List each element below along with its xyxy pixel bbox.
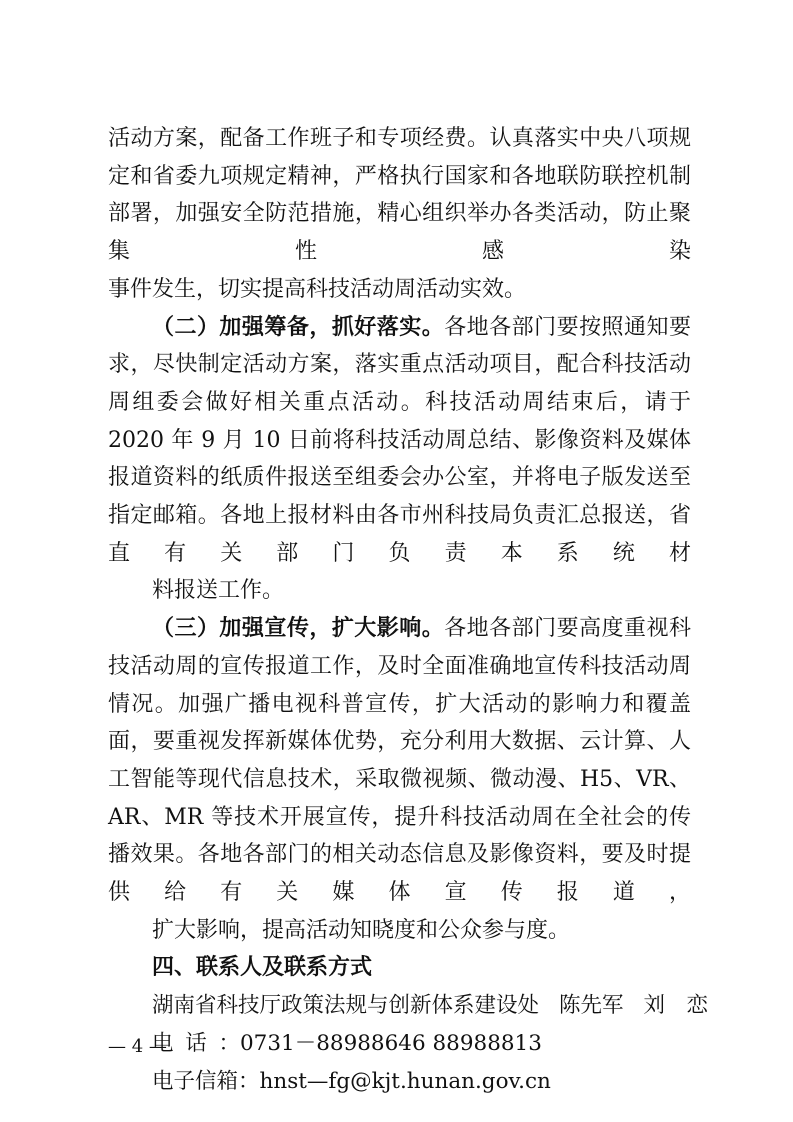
paragraph-2 xyxy=(108,309,691,611)
contact-email-label: 电子信箱： xyxy=(152,1068,260,1094)
page-number: — 4 — xyxy=(108,1036,167,1057)
section-4-title: 四、联系人及联系方式 xyxy=(152,955,373,981)
contact-phone-label: 电话： xyxy=(152,1030,240,1056)
contact-phone-line xyxy=(108,1025,691,1063)
paragraph-1 xyxy=(108,120,691,309)
paragraph-3-text: 各地各部门要高度重视科技活动周的宣传报道工作，及时全面准确地宣传科技活动周情况。加强广播电视科普宣传，扩大活动的影响力和覆盖面，要重视发挥新媒体优势，充分利用大数据、云计算、人工智能等现代信息技术，采取微视频、微动漫、H5、VR、AR、MR 等技术开展宣传，提升科技活动周在全社会的传播效果。各地各部门的相关动态信息及影像资料，要及时提供给有关媒体宣传报道， xyxy=(108,616,691,906)
contact-department-line xyxy=(108,987,709,1025)
contact-department: 湖南省科技厅政策法规与创新体系建设处 xyxy=(152,993,540,1019)
contact-person-1: 陈先军 xyxy=(559,993,624,1019)
contact-phone: 0731－88988646 88988813 xyxy=(240,1030,542,1056)
paragraph-1-last-line: 事件发生，切实提高科技活动周活动实效。 xyxy=(108,276,527,302)
contact-email-line xyxy=(108,1063,691,1101)
paragraph-1-text: 活动方案，配备工作班子和专项经费。认真落实中央八项规定和省委九项规定精神，严格执行国家和各地联防联控机制部署，加强安全防范措施，精心组织举办各类活动，防止聚集性感染 xyxy=(108,126,691,265)
paragraph-3-last-line: 扩大影响，提高活动知晓度和公众参与度。 xyxy=(152,917,571,943)
paragraph-3 xyxy=(108,610,691,949)
paragraph-2-heading: （二）加强筹备，抓好落实。 xyxy=(152,314,445,340)
paragraph-2-text: 各地各部门要按照通知要求，尽快制定活动方案，落实重点活动项目，配合科技活动周组委会做好相关重点活动。科技活动周结束后，请于 2020 年 9 月 10 日前将科技活动周总结、影像资料及媒体报道资料的纸质件报送至组委会办公室，并将电子版发送至指定邮箱。各地上报材料由各市州科技局负责汇总报送，省直有关部门负责本系统材 xyxy=(108,314,691,566)
paragraph-2-last-line: 料报送工作。 xyxy=(152,578,285,604)
contact-email: hnst—fg@kjt.hunan.gov.cn xyxy=(259,1068,551,1094)
paragraph-3-heading: （三）加强宣传，扩大影响。 xyxy=(152,616,445,642)
contact-person-2: 刘 恋 xyxy=(643,993,709,1019)
document-body xyxy=(108,120,709,1100)
